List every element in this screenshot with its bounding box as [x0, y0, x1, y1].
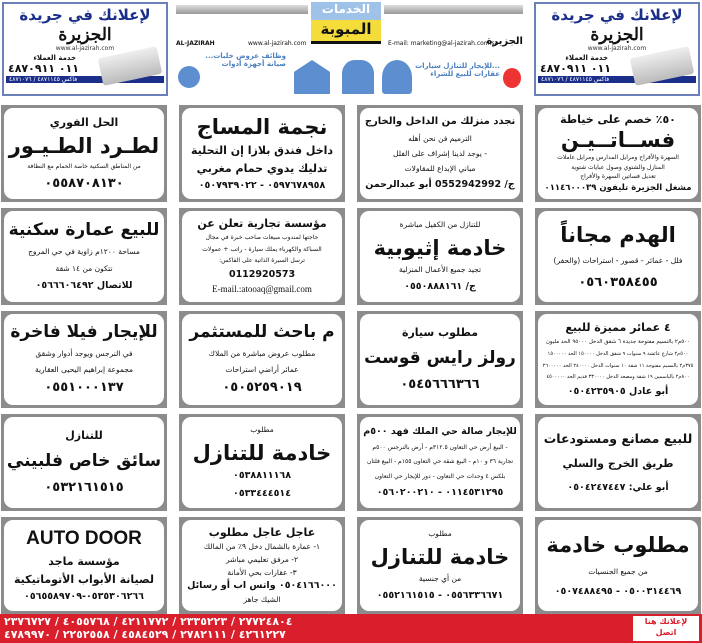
ad-content: [4, 108, 164, 199]
ad-headline: رولز رايس قوست: [364, 347, 516, 368]
ad-text: E-mail.:atooaq@gmail.com: [212, 284, 312, 295]
ad-text: ٣- عقارات بحي الأمانة: [227, 567, 297, 577]
ad-text: مطلوب: [250, 425, 274, 435]
ad-headline: خادمة إثيوبية: [373, 235, 507, 260]
ad-headline: للبيع عمارة سكنية: [8, 219, 160, 240]
website-url[interactable]: www.al-jazirah.com: [587, 45, 647, 52]
ad-phone: 0112920573: [228, 268, 296, 280]
ad-text: الشيك جاهز: [243, 595, 281, 605]
people-icon: [342, 60, 374, 94]
category-services: [206, 52, 286, 68]
ad-headline: الهدم مجاناً: [560, 222, 676, 247]
ad-content: [182, 417, 342, 508]
category-realestate: [416, 62, 500, 78]
banner-email[interactable]: E-mail: marketing@al-jazirah.com.sa: [388, 40, 499, 47]
ad-headline: لطـرد الطـيـور: [8, 133, 160, 158]
divider: [176, 5, 308, 14]
ad-phone: ٠٥٩٧٦٧٨٩٥٨ - ٠٥٠٧٩٣٩٠٢٢: [198, 179, 326, 191]
classified-ad: [357, 414, 523, 511]
ad-text: المنازل والشتوي وصول عبايات شتوية: [571, 163, 665, 171]
ad-text: ٤ عمائر مميزة للبيع: [565, 321, 671, 335]
classified-ad: [357, 311, 523, 408]
ad-content: [538, 211, 698, 302]
ad-headline: سائق خاص فلبيني: [6, 450, 162, 471]
ad-text: - يوجد لدينا إشراف على الفلل: [393, 148, 487, 158]
ad-phone: ٠٥٣٥٣٠٦٢٦٦-٠٥٦٥٥٨٩٧٠٩: [24, 591, 144, 603]
footer-numbers: [4, 615, 624, 641]
ad-content: [182, 211, 342, 302]
ad-phone: ٠٥٠٠٣١٤٤٦٩ - ٠٥٠٧٤٨٨٤٩٥: [554, 586, 682, 598]
ad-text: في النرجس ويوجد أدوار وشقق: [35, 348, 133, 358]
banner-url[interactable]: www.al-jazirah.com: [248, 40, 307, 47]
classified-ad: [179, 208, 345, 305]
ad-content: [4, 314, 164, 405]
divider: [384, 5, 523, 14]
footer-contact-strip: [0, 614, 702, 643]
title-bottom: المبوبة: [311, 20, 381, 44]
ad-phone: ٠٥٥٨٧٠٨١٣٠: [44, 175, 124, 191]
ad-content: [360, 108, 520, 199]
ad-text: للتنازل: [65, 428, 103, 442]
phone-dial-icon: [178, 66, 200, 88]
classified-ads-grid: [1, 105, 701, 614]
classified-ad: [179, 311, 345, 408]
ad-text: داخل فندق بلازا إن التحلية: [190, 143, 334, 157]
ad-phone: مشغل الجزيرة تليفون ٠١١٤٦٠٠٠٣٩: [544, 183, 692, 194]
classified-ad: [357, 105, 523, 202]
ad-headline: للبيع مصانع ومستودعات: [543, 431, 693, 447]
ad-phone: ٠٥٣٨٨١١١٦٨: [233, 470, 291, 482]
ad-content: [182, 108, 342, 199]
ad-text: السباكة والكهرباء يملك سيارة - راتب + عمولات: [202, 245, 322, 253]
car-garage-icon: [294, 60, 330, 94]
ad-text: تعديل فساتين السهرة والأفراح: [580, 173, 656, 181]
ad-phone: للاتصال ٠٥٦٦٦٠٦٤٩٢: [35, 280, 133, 292]
customer-service-phone: ٠١١ ٤٨٧٠٩١١: [8, 62, 79, 75]
ad-text: ٢- مرفق تعليمي مباشر: [226, 554, 298, 564]
advertise-title: لإعلانك في جريدة: [551, 6, 683, 24]
category-line: صيانة أجهزة أدوات: [221, 60, 286, 68]
ad-text: تتكون من ١٤ شقة: [55, 263, 113, 273]
ad-text: ٥٠٠م٢ بالنسيم مفتوحة جديدة ٦ شقق الدخل ٩٥٠٠٠ الحد مليون: [545, 339, 691, 346]
customer-service-label: خدمة العملاء: [33, 54, 76, 62]
ad-phone: ٠٥٣٣٤٤٤٥١٤: [233, 487, 291, 499]
title-top: الخدمات: [311, 2, 381, 20]
advertise-box-left: [2, 2, 168, 96]
ad-phone: ج/ 0552942992 أبو عبدالرحمن: [365, 178, 515, 190]
customer-service-phone: ٠١١ ٤٨٧٠٩١١: [540, 62, 611, 75]
classified-ad: [1, 208, 167, 305]
category-line: عقارات للبيع للشراء: [430, 70, 500, 78]
classified-ad: [1, 517, 167, 614]
ad-text: من المناطق السكنية خاصة الحمام مع النظافة: [27, 162, 141, 170]
classifieds-title: [311, 2, 381, 46]
ad-content: [4, 211, 164, 302]
ad-text: للإيجار صالة حي الملك فهد ٥٠٠م: [363, 426, 517, 438]
ad-text: الحل الفوري: [49, 115, 119, 129]
ad-content: [182, 314, 342, 405]
ad-text: ٨٠٠م٢ بالياسمين ١٩ شقة ومصعد الدخل ٣٣٠٠٠٠ قديم الحد ٤٥٠٠٠٠٠: [546, 374, 690, 381]
ad-text: من جميع الجنسيات: [588, 566, 648, 576]
ad-phone: أبو عادل ٠٥٠٤٢٣٥٩٠٥: [567, 385, 669, 397]
classifieds-banner: [176, 2, 523, 96]
ad-content: [182, 520, 342, 611]
ad-content: [360, 314, 520, 405]
ad-text: بلكس ٤ وحدات حي التعاون - دور للإيجار حي التعاون: [374, 472, 506, 480]
ad-content: [538, 108, 698, 199]
ad-content: [538, 520, 698, 611]
ad-text: للتنازل من الكفيل مباشرة: [399, 219, 481, 229]
classified-ad: [179, 414, 345, 511]
ad-phone: ٠٥٥١٠٠٠١٣٧: [44, 380, 124, 396]
ad-content: [360, 520, 520, 611]
ad-content: [360, 211, 520, 302]
classified-ad: [535, 414, 701, 511]
ad-phone: ٠٥٤٥٦٦٦٣٦٦: [400, 377, 480, 393]
category-line: ...للإيجار للتنازل سيارات: [415, 62, 500, 70]
ad-content: [4, 417, 164, 508]
ad-text: نجدد منزلك من الداخل والخارج: [364, 116, 516, 128]
advertise-here-button[interactable]: [633, 616, 699, 641]
ad-text: ٥٠٪ خصم على خياطة: [560, 112, 676, 126]
ad-phone: ٠٥٦٠٣٥٨٤٥٥: [578, 274, 658, 290]
ad-text: مطلوب سيارة: [401, 325, 479, 339]
ad-phone: ٠٥٥٦٣٣٦٦٧١ - ٠٥٥٢١٦١٥١٥: [376, 590, 504, 602]
classified-ad: [1, 311, 167, 408]
ad-text: ١- عمارة بالشمال دخل ٩٪ من المالك: [203, 542, 321, 552]
ad-headline: فســاتــيـن: [560, 127, 676, 152]
ad-text: لصيانة الأبواب الأتوماتيكية: [14, 572, 154, 586]
classified-ad: [357, 517, 523, 614]
ad-text: ٣٧٥م٢ بالنسيم مفتوحة ١١ شقة ١٠ سنوات الدخل ٢٤٠٠٠٠ الحد ٢٦٠٠٠٠٠: [542, 362, 694, 369]
fax-numbers: فاكس ٤٨٧١١٤٥ / ٤٨٧١٠٧٦: [6, 76, 164, 83]
ad-headline: AUTO DOOR: [26, 527, 142, 549]
call-label: اتصل: [655, 628, 677, 637]
ad-content: [360, 417, 520, 508]
footer-numbers-line: ٤٢٦١٢٢٧ / ٢٧٨٢١١١ / ٤٥٨٤٥٢٩ / ٢٢٥٢٥٥٨ / ٤٧٨٩٩٧٠: [4, 628, 286, 641]
ad-headline: مطلوب خادمة: [546, 532, 690, 557]
tree-house-icon: [382, 60, 412, 94]
ad-text: عمائر أراضي استراحات: [225, 364, 299, 374]
ad-text: حاجتها لمندوب مبيعات صاحب خبرة في مجال: [205, 234, 319, 242]
ad-text: ٥٠٠م٢ شارع عائشة ٩ سنوات ٩ شقق الدخل ١٥٠٠٠٠ الحد ١٥٠٠٠٠٠: [547, 351, 689, 358]
ad-text: مؤسسة ماجد: [48, 554, 120, 568]
ad-content: [538, 417, 698, 508]
classified-ad: [535, 517, 701, 614]
advertise-box-right: [534, 2, 700, 96]
ad-headline: خادمة للتنازل: [370, 544, 510, 569]
ad-phone: ٠٥٣٢١٦١٥١٥: [44, 480, 124, 496]
ad-text: من أي جنسية: [418, 574, 462, 584]
classified-ad: [535, 311, 701, 408]
ad-text: - البيع أرض حي التعاون ٣١٢.٥م - أرض بالنرجس ٥٠٠م: [372, 444, 508, 451]
ad-text: فلل - عمائر - قصور - استراحات (والحفر): [553, 255, 683, 265]
classified-ad: [1, 414, 167, 511]
brand-en: AL-JAZIRAH: [176, 40, 215, 47]
map-icon: [503, 68, 521, 88]
advertise-title: لإعلانك في جريدة: [19, 6, 151, 24]
ad-text: تجارية ٣٦ و ١٠م - البيع شقة حي التعاون ١٥٥م - البيع فلتان: [366, 458, 514, 466]
ad-headline: للإيجار فيلا فاخرة: [10, 321, 158, 342]
ad-phone: ٠٥٠٤١٦٦٠٠٠ واتس اب أو رسائل: [187, 580, 337, 592]
classified-ad: [357, 208, 523, 305]
website-url[interactable]: www.al-jazirah.com: [55, 45, 115, 52]
ad-text: مطلوب عروض مباشرة من الملاك: [208, 348, 316, 358]
classified-ad: [179, 105, 345, 202]
ad-phone: ج/ ٠٥٥٠٨٨٨١٦١: [404, 281, 476, 293]
brand-ar: الجزيرة: [486, 36, 523, 47]
fax-numbers: فاكس ٤٨٧١١٤٥ / ٤٨٧١٠٧٦: [538, 76, 696, 83]
ad-phone: أبو علي: ٠٥٠٤٢٤٧٤٤٧: [567, 481, 669, 493]
newspaper-logo: الجزيرة: [58, 25, 112, 45]
classified-ad: [535, 105, 701, 202]
classified-ad: [535, 208, 701, 305]
ad-headline: خادمة للتنازل: [192, 440, 332, 465]
ad-headline: نجمة المساج: [196, 115, 328, 140]
ad-content: [538, 314, 698, 405]
ad-text: مطلوب: [428, 528, 452, 538]
ad-text: مباني الإبداع للمقاولات: [404, 163, 476, 173]
ad-phone: ٠٥٠٥٢٥٩٠١٩: [222, 380, 302, 396]
ad-headline: م باحث للمستثمر: [189, 321, 335, 342]
newspaper-logo: الجزيرة: [590, 25, 644, 45]
classified-ad: [1, 105, 167, 202]
category-line: وظائف عروض خلبات...: [205, 52, 286, 60]
classified-ad: [179, 517, 345, 614]
ad-phone: ٠١١٤٥٣١٢٩٥ - ٠٥٦٠٢٠٠٢١٠: [376, 486, 504, 498]
ad-content: [4, 520, 164, 611]
advertise-here-label: لإعلانك هنا: [644, 617, 688, 626]
ad-text: مؤسسة تجارية تعلن عن: [197, 217, 327, 231]
ad-text: السهرة والأفراح ومرايل المدارس ومرايل عاملات: [557, 153, 679, 161]
footer-numbers-line: ٢٧٧٢٤٨٠٤ / ٢٣٣٥٢٢٣ / ٤٢١١٧٧٢ / ٤٠٥٥٧٦٨ / ٢٣٧٦٧٢٧: [4, 615, 293, 628]
ad-text: مساحة ١٢٠٠م زاوية في حي المروج: [28, 247, 140, 257]
ad-text: تدليك يدوي حمام مغربي: [196, 161, 328, 175]
ad-text: ترسل السيرة الذاتية على الفاكس:: [219, 257, 305, 265]
customer-service-label: خدمة العملاء: [565, 54, 608, 62]
ad-text: عاجل عاجل مطلوب: [208, 525, 316, 539]
ad-text: طريق الخرج والسلي: [562, 457, 674, 471]
ad-text: مجموعة إبراهيم اليحيى العقارية: [34, 364, 134, 374]
ad-text: تجيد جميع الأعمال المنزلية: [398, 265, 482, 275]
ad-text: الترميم فن نحن أهله: [408, 133, 472, 143]
